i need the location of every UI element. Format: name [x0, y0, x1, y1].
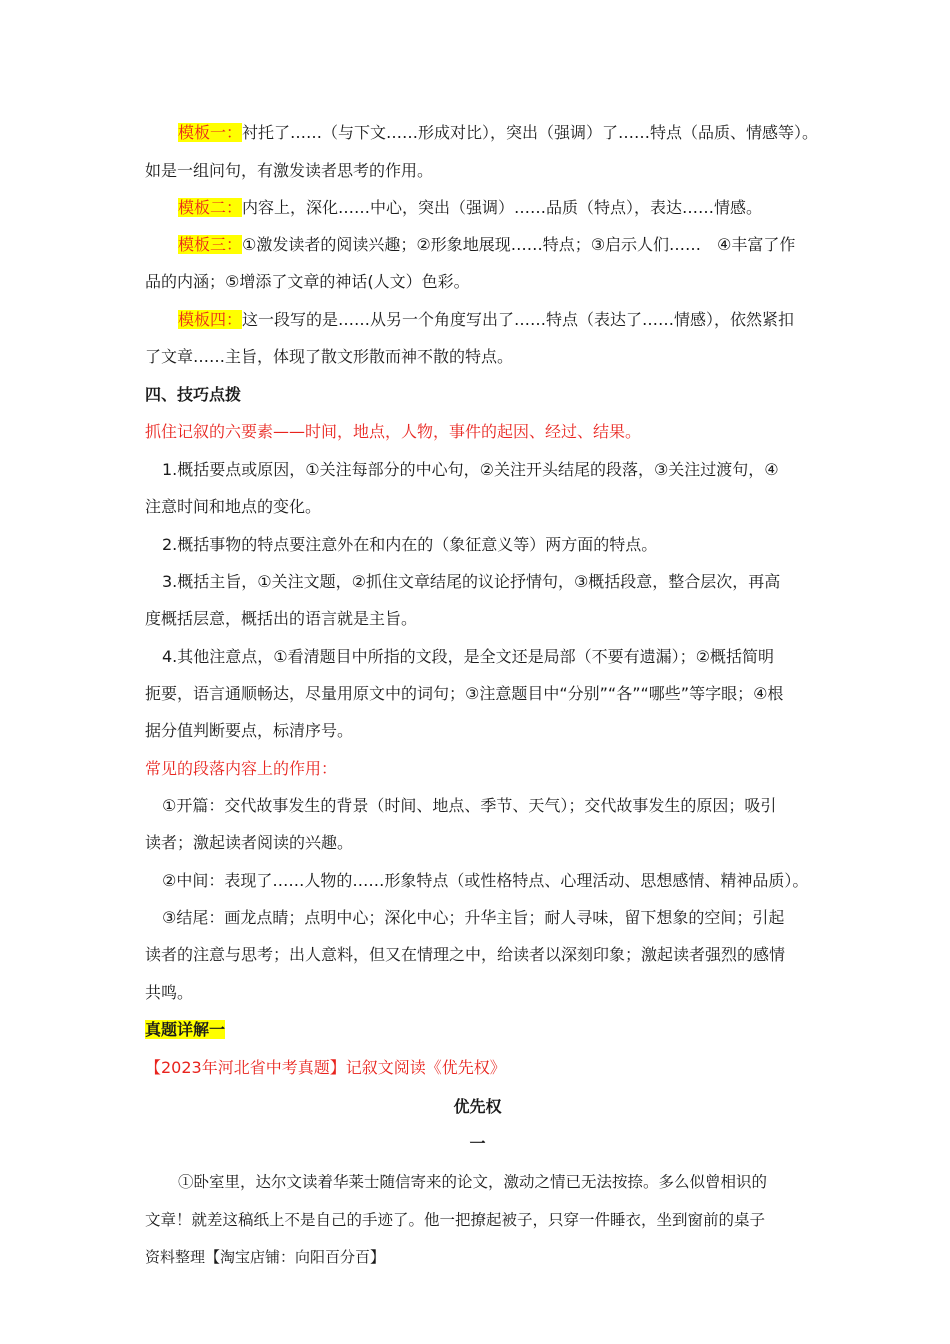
role-opening-line-2: 读者；激起读者阅读的兴趣。: [145, 833, 354, 852]
tip-1-line-1: 1.概括要点或原因，①关注每部分的中心句，②关注开头结尾的段落，③关注过渡句，④: [162, 460, 779, 479]
role-opening-line-1: ①开篇：交代故事发生的背景（时间、地点、季节、天气）；交代故事发生的原因；吸引: [162, 796, 777, 815]
six-elements-line: 抓住记叙的六要素——时间，地点，人物，事件的起因、经过、结果。: [145, 422, 642, 441]
section-4-heading: 四、技巧点拨: [145, 385, 242, 404]
role-middle-line-1: ②中间：表现了……人物的……形象特点（或性格特点、心理活动、思想感情、精神品质）。: [162, 871, 809, 890]
template-1-line-2: 如是一组问句，有激发读者思考的作用。: [145, 161, 434, 180]
template-1-label: 模板一：: [178, 123, 243, 142]
template-1-line-1: 模板一：衬托了……（与下文……形成对比），突出（强调）了……特点（品质、情感等）。: [178, 123, 819, 142]
template-3-line-1: 模板三：①激发读者的阅读兴趣；②形象地展现……特点；③启示人们…… ④丰富了作: [178, 235, 796, 254]
role-ending-line-1: ③结尾：画龙点睛；点明中心；深化中心；升华主旨；耐人寻味，留下想象的空间；引起: [162, 908, 785, 927]
template-4-line-1: 模板四：这一段写的是……从另一个角度写出了……特点（表达了……情感），依然紧扣: [178, 310, 795, 329]
template-3-label: 模板三：: [178, 235, 243, 254]
template-4-line-2: 了文章……主旨，体现了散文形散而神不散的特点。: [145, 347, 514, 366]
article-paragraph-line-1: ①卧室里，达尔文读着华莱士随信寄来的论文，激动之情已无法按捺。多么似曾相识的: [178, 1173, 768, 1191]
page-footer: 资料整理【淘宝店铺：向阳百分百】: [145, 1248, 386, 1266]
template-3-line-2: 品的内涵；⑤增添了文章的神话(人文）色彩。: [145, 272, 470, 291]
template-2-label: 模板二：: [178, 198, 243, 217]
template-4-label: 模板四：: [178, 310, 243, 329]
paragraph-roles-heading: 常见的段落内容上的作用：: [145, 759, 338, 778]
tip-1-line-2: 注意时间和地点的变化。: [145, 497, 322, 516]
tip-2-line-1: 2.概括事物的特点要注意外在和内在的（象征意义等）两方面的特点。: [162, 535, 658, 554]
article-part-number: 一: [469, 1134, 486, 1153]
template-2-line-1: 模板二：内容上，深化……中心，突出（强调）……品质（特点），表达……情感。: [178, 198, 763, 217]
exam-heading: 真题详解一: [145, 1020, 226, 1039]
role-ending-line-2: 读者的注意与思考；出人意料，但又在情理之中，给读者以深刻印象；激起读者强烈的感情: [145, 945, 786, 964]
tip-3-line-2: 度概括层意，概括出的语言就是主旨。: [145, 609, 418, 628]
exam-source: 【2023年河北省中考真题】记叙文阅读《优先权》: [145, 1058, 506, 1077]
tip-4-line-3: 据分值判断要点，标清序号。: [145, 721, 354, 740]
tip-4-line-2: 扼要，语言通顺畅达，尽量用原文中的词句；③注意题目中“分别”“各”“哪些”等字眼；④根: [145, 684, 784, 703]
tip-3-line-1: 3.概括主旨，①关注文题，②抓住文章结尾的议论抒情句，③概括段意，整合层次，再高: [162, 572, 781, 591]
role-ending-line-3: 共鸣。: [145, 983, 194, 1002]
tip-4-line-1: 4.其他注意点，①看清题目中所指的文段，是全文还是局部（不要有遗漏）；②概括简明: [162, 647, 774, 666]
article-paragraph-line-2: 文章！就差这稿纸上不是自己的手迹了。他一把撩起被子，只穿一件睡衣，坐到窗前的桌子: [145, 1211, 766, 1229]
article-title: 优先权: [453, 1097, 502, 1116]
